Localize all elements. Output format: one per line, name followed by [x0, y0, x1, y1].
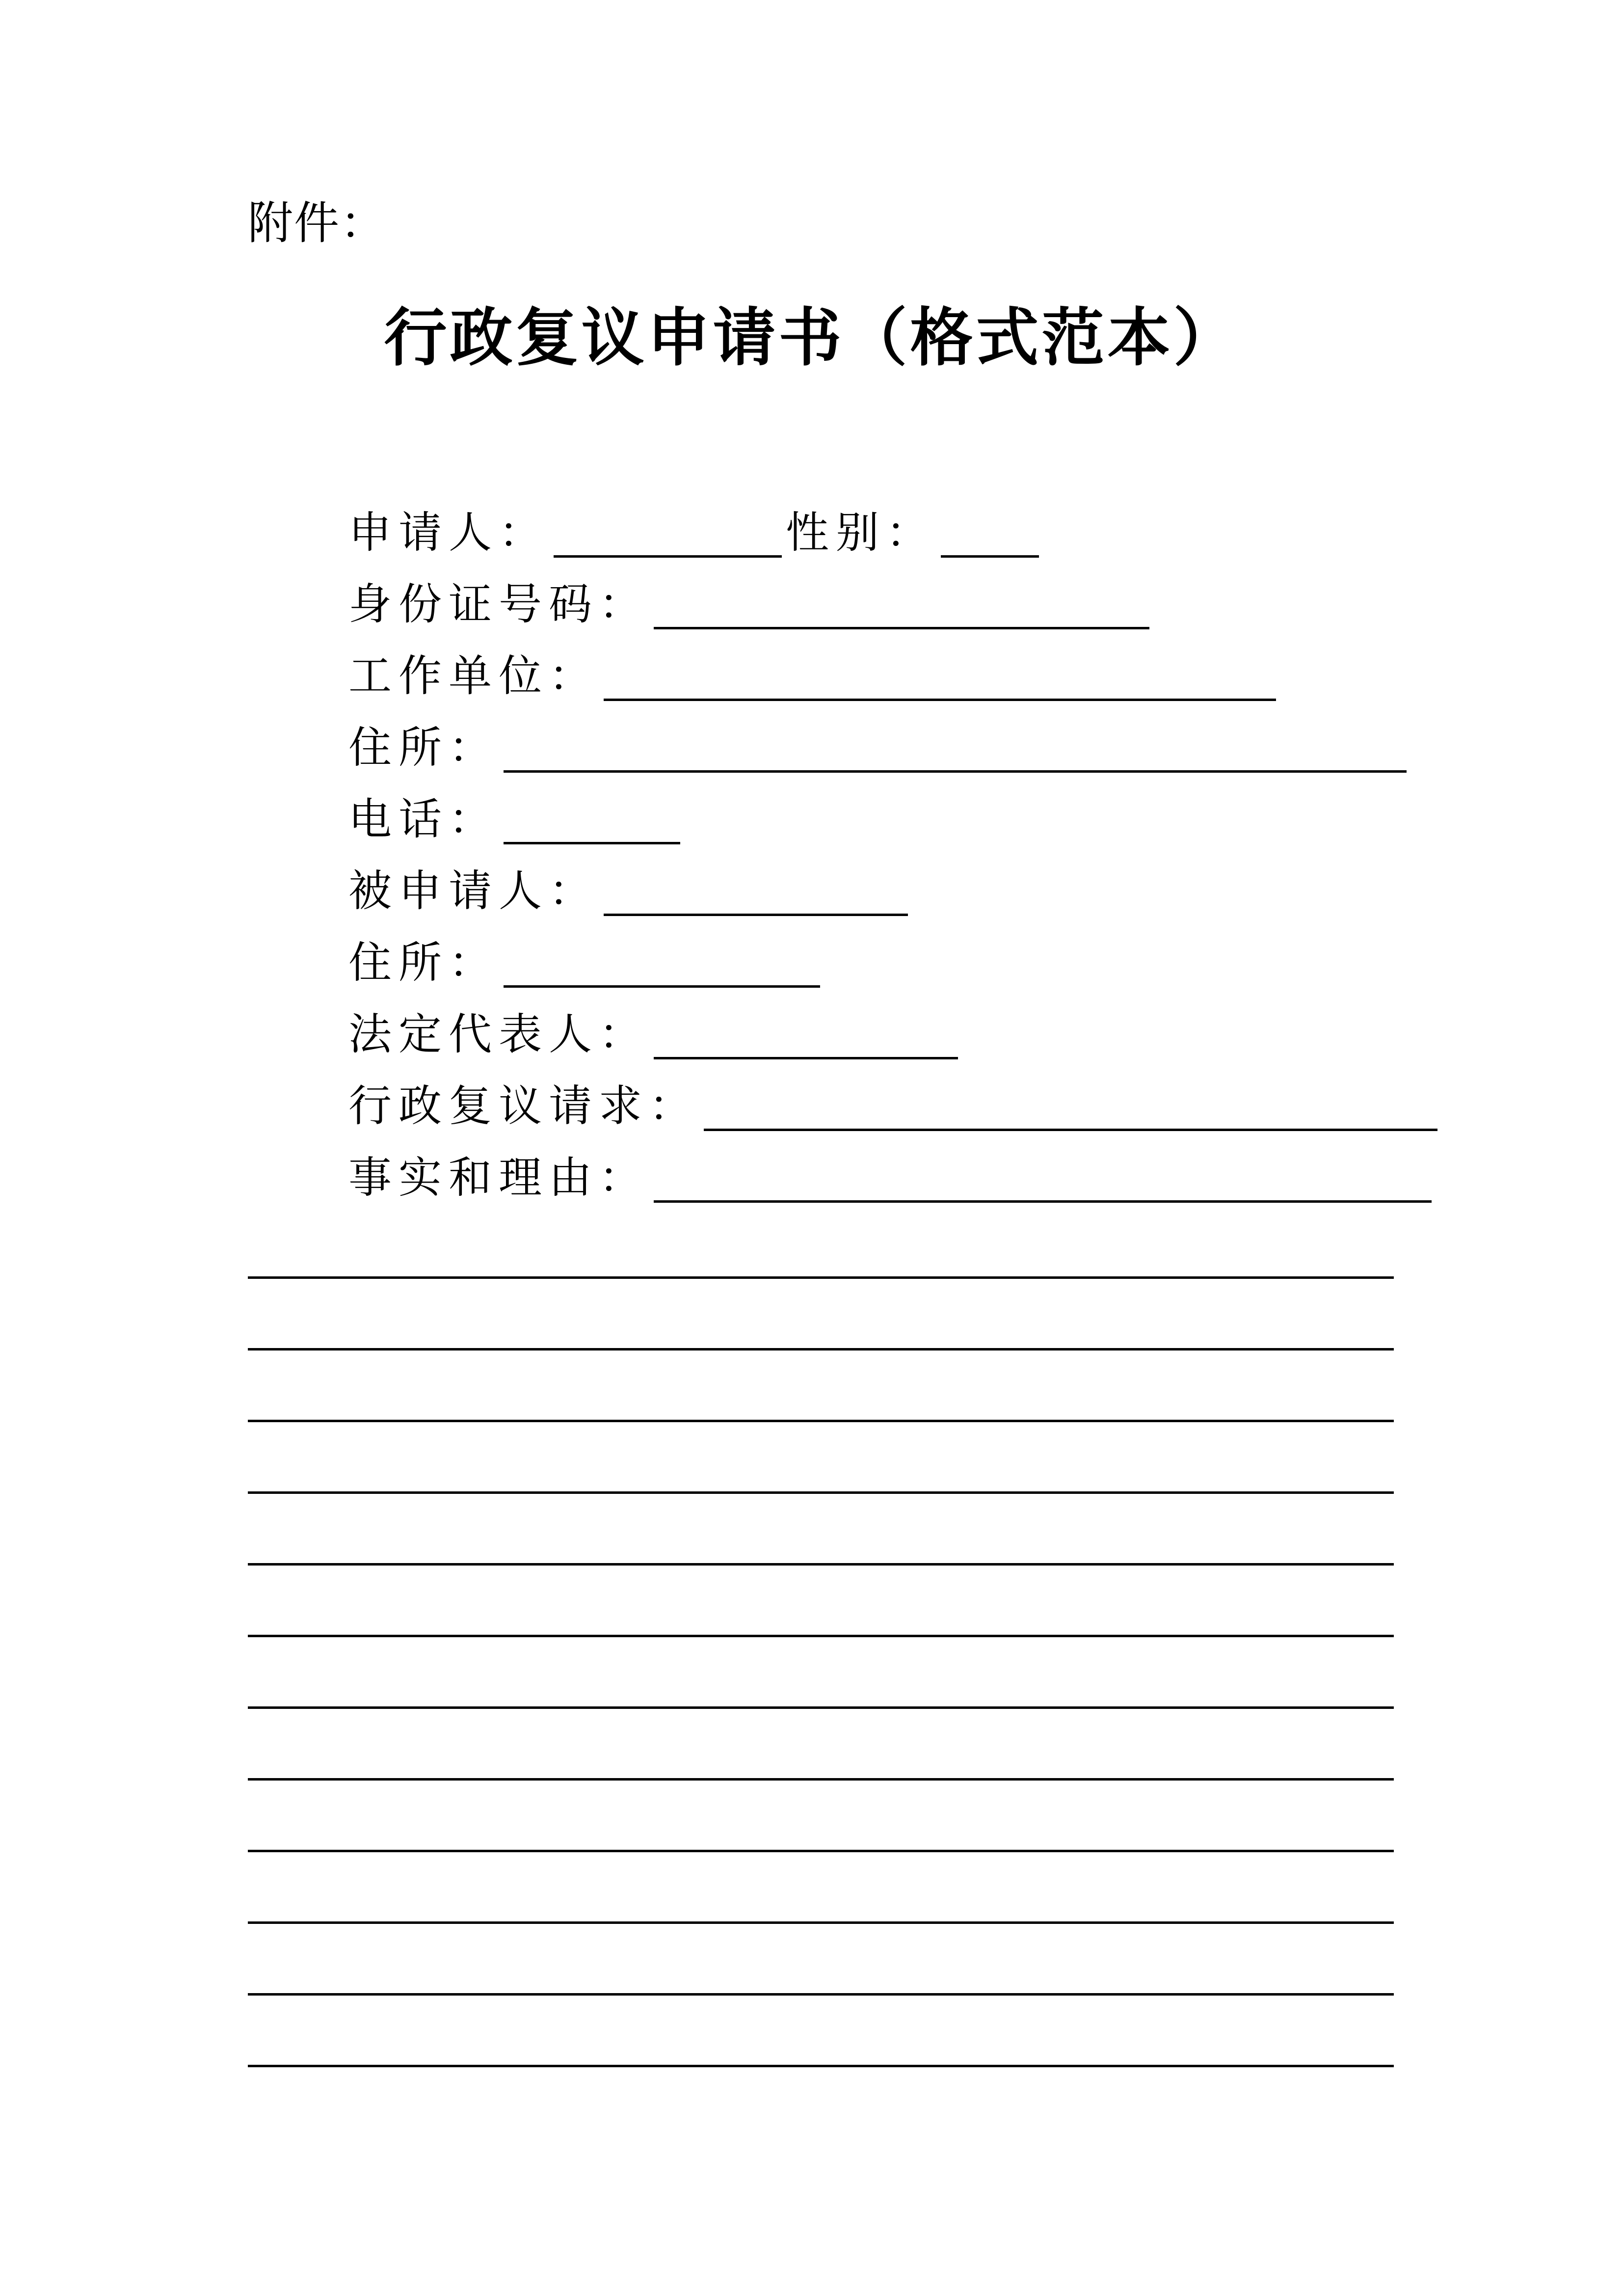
address-label: 住所： [348, 722, 499, 773]
respondent-row [348, 854, 908, 918]
request-label: 行政复议请求： [348, 1080, 699, 1131]
ruled-line[interactable] [248, 1993, 1394, 1996]
applicant-label: 申请人： [348, 507, 549, 558]
respondent-address-field[interactable] [504, 936, 820, 988]
ruled-line[interactable] [248, 1635, 1394, 1637]
phone-label: 电话： [348, 794, 499, 844]
workplace-field[interactable] [604, 649, 1276, 701]
ruled-line[interactable] [248, 1491, 1394, 1494]
respondent-label: 被申请人： [348, 865, 599, 916]
phone-row [348, 783, 680, 846]
ruled-line[interactable] [248, 1706, 1394, 1709]
ruled-line[interactable] [248, 2065, 1394, 2067]
ruled-line[interactable] [248, 1348, 1394, 1351]
facts-field[interactable] [654, 1151, 1432, 1203]
applicant-row [348, 496, 1039, 560]
attachment-label: 附件： [248, 197, 387, 249]
ruled-line[interactable] [248, 1850, 1394, 1852]
gender-label: 性别： [786, 507, 936, 558]
ruled-line[interactable] [248, 1276, 1394, 1279]
address-row [348, 711, 1407, 775]
respondent-address-row [348, 926, 820, 990]
applicant-field[interactable] [554, 506, 782, 558]
ruled-line[interactable] [248, 1563, 1394, 1566]
page-title: 行政复议申请书（格式范本） [384, 301, 1239, 375]
id-number-label: 身份证号码： [348, 579, 649, 629]
request-row [348, 1069, 1437, 1133]
workplace-label: 工作单位： [348, 650, 599, 701]
respondent-field[interactable] [604, 864, 908, 916]
ruled-line[interactable] [248, 1778, 1394, 1781]
legal-rep-row [348, 998, 958, 1061]
ruled-line[interactable] [248, 1921, 1394, 1924]
facts-label: 事实和理由： [348, 1152, 649, 1203]
facts-row [348, 1141, 1432, 1205]
request-field[interactable] [704, 1080, 1437, 1131]
id-number-row [348, 567, 1149, 631]
gender-field[interactable] [941, 506, 1039, 558]
legal-rep-label: 法定代表人： [348, 1009, 649, 1059]
ruled-line[interactable] [248, 1420, 1394, 1422]
respondent-address-label: 住所： [348, 937, 499, 988]
address-field[interactable] [504, 721, 1407, 773]
legal-rep-field[interactable] [654, 1008, 958, 1059]
workplace-row [348, 639, 1276, 703]
id-number-field[interactable] [654, 578, 1149, 629]
phone-field[interactable] [504, 793, 680, 844]
